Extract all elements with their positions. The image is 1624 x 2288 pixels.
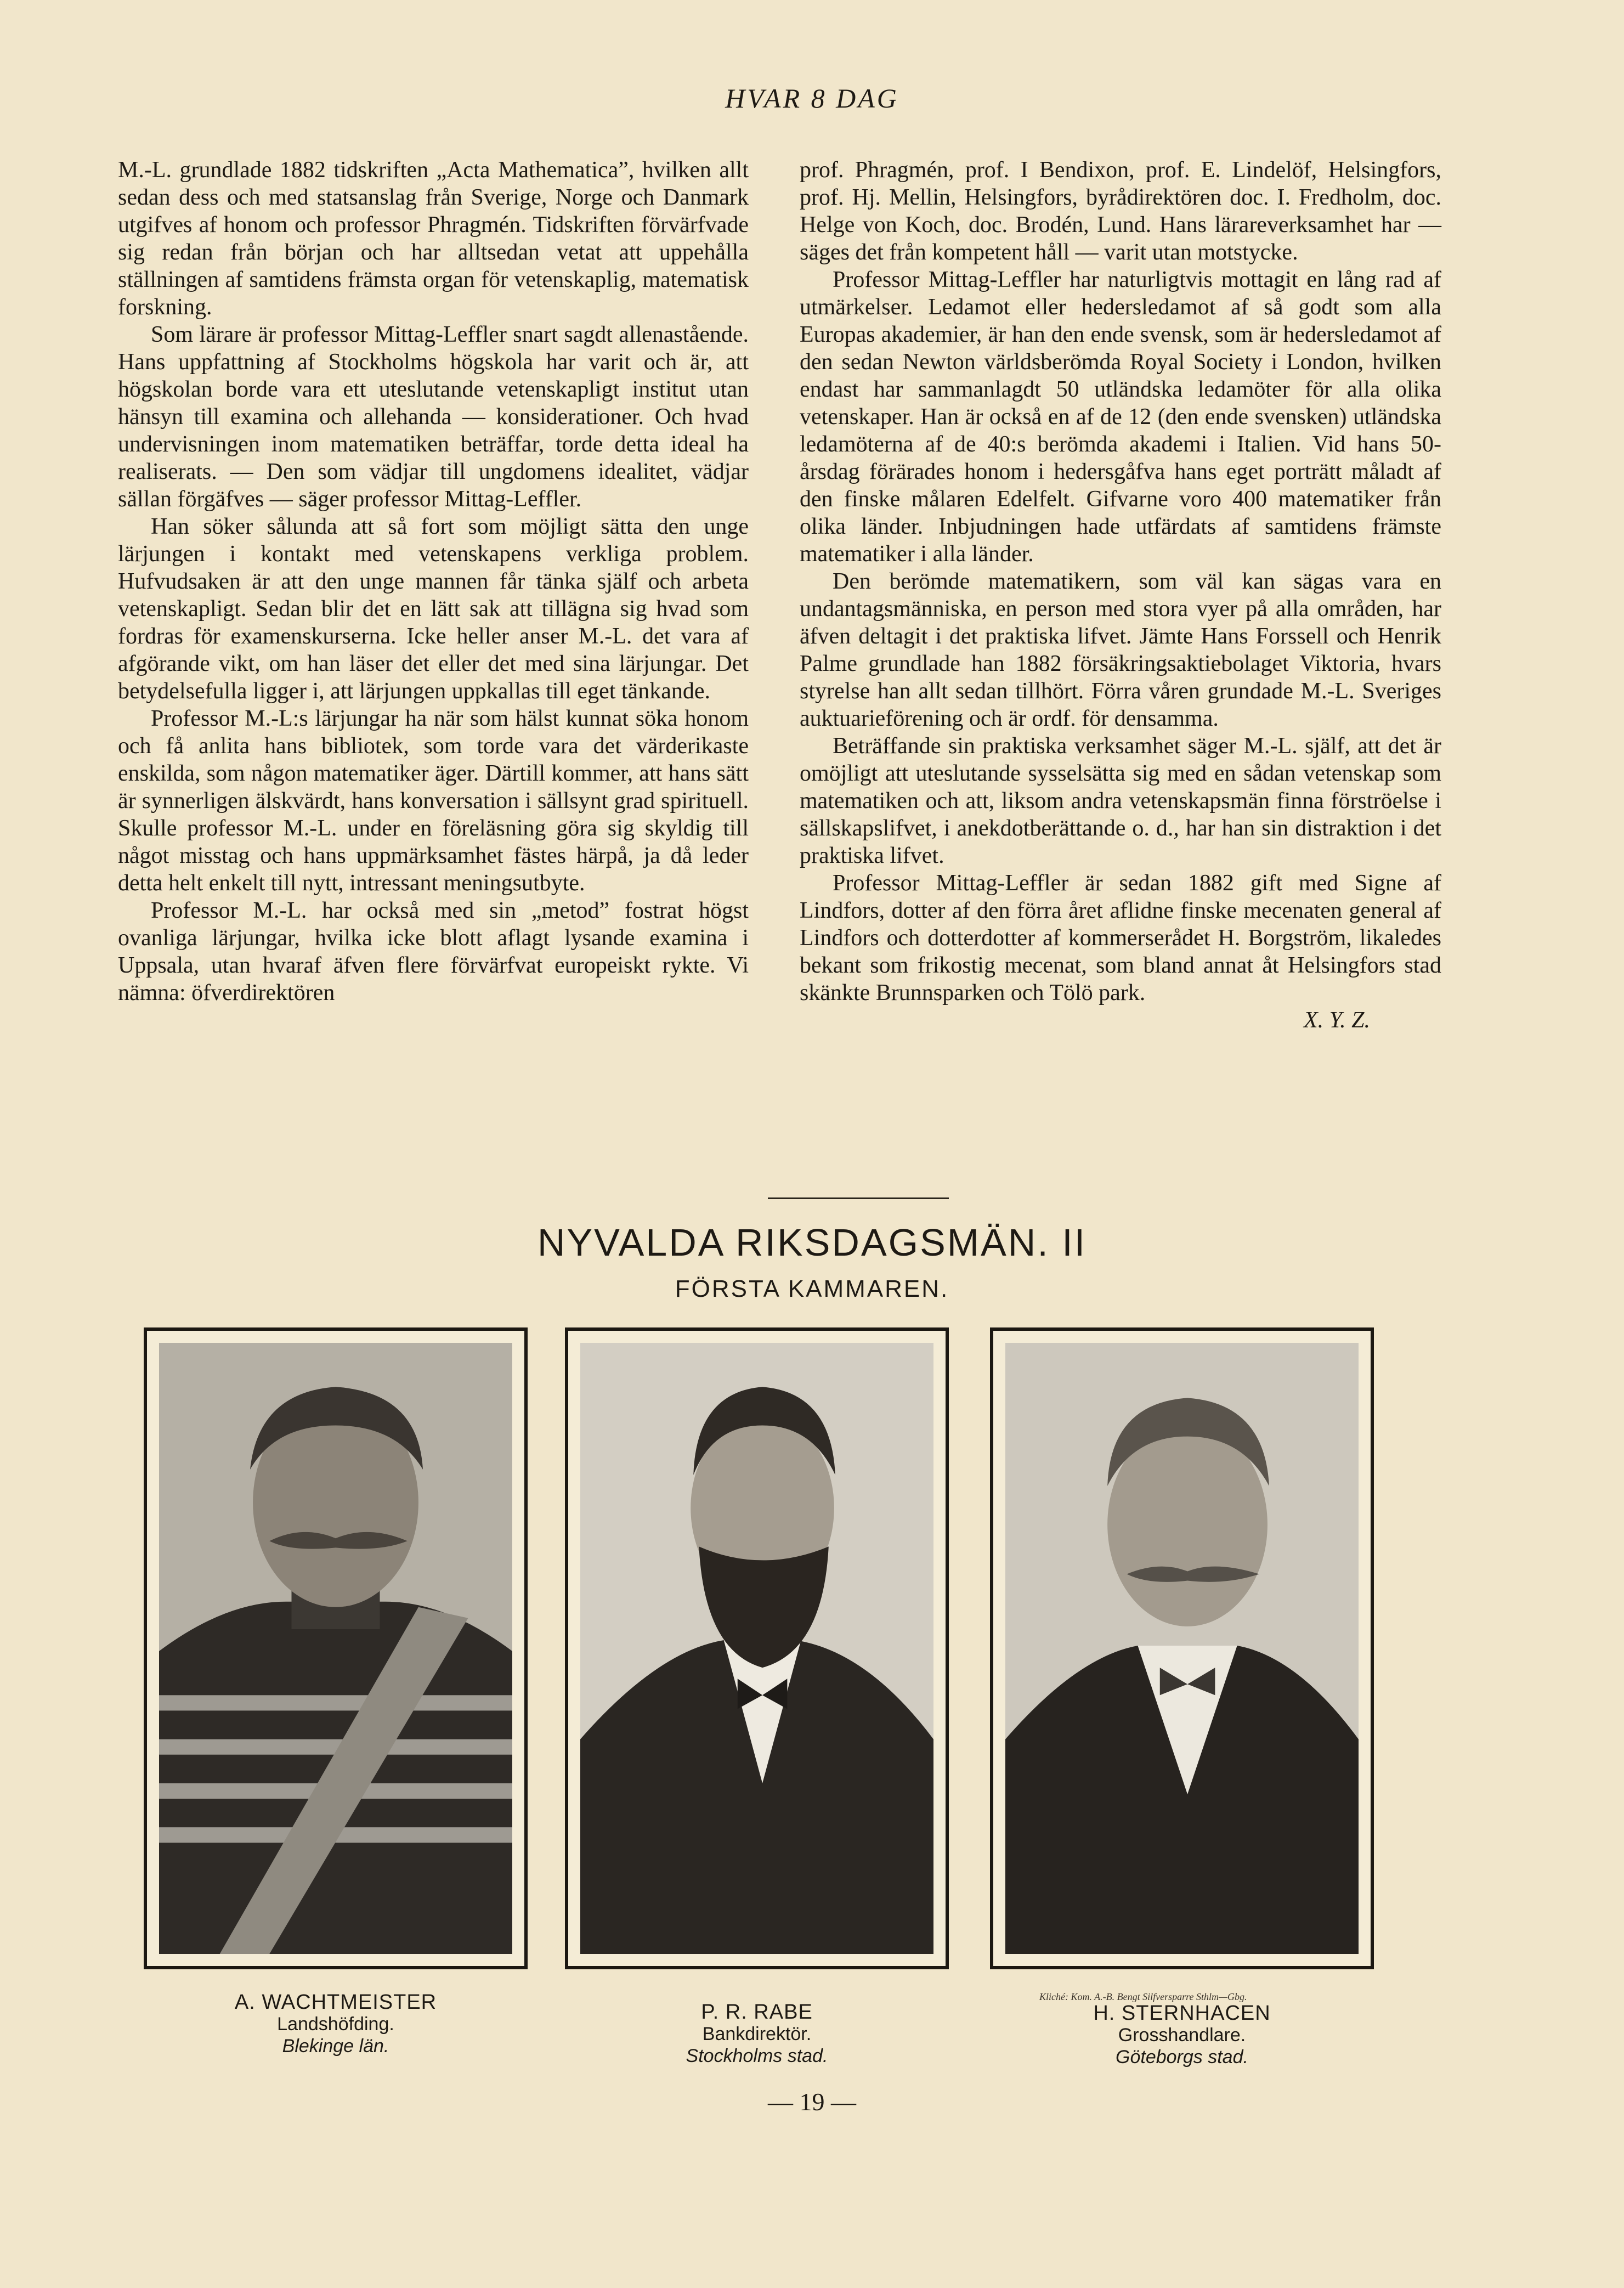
person-name: P. R. RABE [701, 2001, 813, 2024]
section-subtitle: FÖRSTA KAMMAREN. [675, 1275, 949, 1302]
portrait-photo [580, 1343, 933, 1954]
section-title: NYVALDA RIKSDAGSMÄN. II [537, 1221, 1087, 1264]
portrait-caption [565, 2001, 949, 2067]
paragraph: Han söker sålunda att så fort som möjligt sätta den unge lärjungen i kontakt med vetenskapens verkliga problem. Hufvudsaken är att den unge mannen får tänka själf och arbeta vetenskapligt. Sedan blir det en lätt sak att tillägna sig hvad som fordras för examenskurserna. Icke heller anser M.-L. det vara af afgörande vikt, om han läser det eller det med sina lärjungar. Det betydelsefulla ligger i, att lärjungen uppkallas till eget tänkande. [118, 514, 749, 704]
uniformed-man-portrait-image [159, 1343, 512, 1954]
person-constituency: Blekinge län. [282, 2036, 389, 2057]
page-number: — 19 — [768, 2088, 856, 2116]
person-title: Landshöfding. [277, 2014, 394, 2035]
paragraph: M.-L. grundlade 1882 tidskriften „Acta Mathematica”, hvilken allt sedan dess och med statsanslag från Sverige, Norge och Danmark utgifves af honom och professor Phragmén. Tidskriften förvärfvade sig redan från början och har alltsedan vetat att uppehålla ställningen af samtidens främsta organ för vetenskaplig, matematisk forskning. [118, 157, 749, 320]
paragraph: Som lärare är professor Mittag-Leffler snart sagdt allenastående. Hans uppfattning af Stockholms högskola har varit och är, att högskolan borde vara ett uteslutande vetenskapligt institut utan hänsyn till examina och allehanda — konsiderationer. Och hvad undervisningen inom matematiken beträffar, torde detta ideal ha realiserats. — Den som vädjar till ungdomens idealitet, vädjar sällan förgäfves — säger professor Mittag-Leffler. [118, 322, 749, 512]
portrait-caption [990, 2002, 1374, 2068]
paragraph: Professor Mittag-Leffler har naturligtvis mottagit en lång rad af utmärkelser. Ledamot eller hedersledamot af så godt som alla Europas akademier, är han den ende svensk, som är hedersledamot af den sedan Newton världsberömda Royal Society i London, hvilken endast har sammanlagdt 50 utländska ledamöter för alla olika vetenskaper. Han är också en af de 12 (den ende svensken) utländska ledamöterna af de 40:s berömda akademi i Italien. Vid hans 50-årsdag förärades honom i hedersgåfva hans eget porträtt måladt af den finske målaren Edelfelt. Gifvarne voro 400 matematiker från olika länder. Inbjudningen hade utfärdats af samtidens främste matematiker i alla länder. [800, 267, 1441, 567]
paragraph: Professor M.-L. har också med sin „metod” fostrat högst ovanliga lärjungar, hvilka icke blott aflagt lysande examina i Uppsala, utan hvaraf äfven flere förvärfvat europeiskt rykte. Vi nämna: öfverdirektören [118, 898, 749, 1005]
moustached-man-portrait-image [1005, 1343, 1359, 1954]
portrait-caption [144, 1991, 528, 2057]
person-name: A. WACHTMEISTER [234, 1991, 437, 2014]
paragraph: prof. Phragmén, prof. I Bendixon, prof. E. Lindelöf, Helsingfors, prof. Hj. Mellin, Helsingfors, byrådirektören doc. I. Fredholm, doc. Helge von Koch, doc. Brodén, Lund. Hans lärareverksamhet har — säges det från kompetent håll — varit utan motstycke. [800, 157, 1441, 265]
person-constituency: Göteborgs stad. [1116, 2047, 1248, 2067]
section-divider [768, 1197, 949, 1199]
person-title: Bankdirektör. [702, 2024, 812, 2044]
photo-credit: Kliché: Kom. A.-B. Bengt Silfversparre Sthlm—Gbg. [1039, 1991, 1247, 2002]
right-text-column [800, 156, 1441, 1034]
bearded-man-portrait-image [580, 1343, 933, 1954]
paragraph: Beträffande sin praktiska verksamhet säger M.-L. själf, att det är omöjligt att uteslutande sysselsätta sig med en sådan vetenskap som matematiken och att, liksom andra vetenskapsmän finna förströelse i sällskapslifvet, i anekdotberättande o. d., har han sin distraktion i det praktiska lifvet. [800, 733, 1441, 868]
portrait-photo [1005, 1343, 1359, 1954]
portrait-photo [159, 1343, 512, 1954]
author-signature: X. Y. Z. [1303, 1008, 1370, 1033]
paragraph: Professor Mittag-Leffler är sedan 1882 gift med Signe af Lindfors, dotter af den förra året aflidne finske mecenaten general af Lindfors och dotterdotter af kommerserådet H. Borgström, likaledes bekant som frikostig mecenat, som bland annat åt Helsingfors stad skänkte Brunnsparken och Tölö park. [800, 871, 1441, 1005]
portrait-frame [144, 1327, 528, 1969]
person-name: H. STERNHACEN [1093, 2002, 1271, 2025]
portrait-frame [565, 1327, 949, 1969]
paragraph: Den berömde matematikern, som väl kan sägas vara en undantagsmänniska, en person med stora vyer på alla områden, har äfven deltagit i det praktiska lifvet. Jämte Hans Forssell och Henrik Palme grundlade han 1882 försäkringsaktiebolaget Viktoria, hvars styrelse han allt sedan tillhört. Förra våren grundade M.-L. Sveriges auktuarieförening och är ordf. för densamma. [800, 569, 1441, 731]
paragraph: Professor M.-L:s lärjungar ha när som hälst kunnat söka honom och få anlita hans bibliotek, som torde vara det värderikaste enskilda, som någon matematiker äger. Därtill kommer, att hans sätt är synnerligen älskvärdt, hans konversation i sällsynt grad spirituell. Skulle professor M.-L. under en föreläsning göra sig skyldig till något misstag och hans uppmärksamhet fästes härpå, ja då leder detta helt enkelt till nytt, intressant meningsutbyte. [118, 706, 749, 896]
portrait-frame [990, 1327, 1374, 1969]
person-title: Grosshandlare. [1118, 2025, 1246, 2046]
running-head: HVAR 8 DAG [725, 83, 899, 114]
left-text-column [118, 156, 749, 1007]
person-constituency: Stockholms stad. [686, 2046, 828, 2066]
